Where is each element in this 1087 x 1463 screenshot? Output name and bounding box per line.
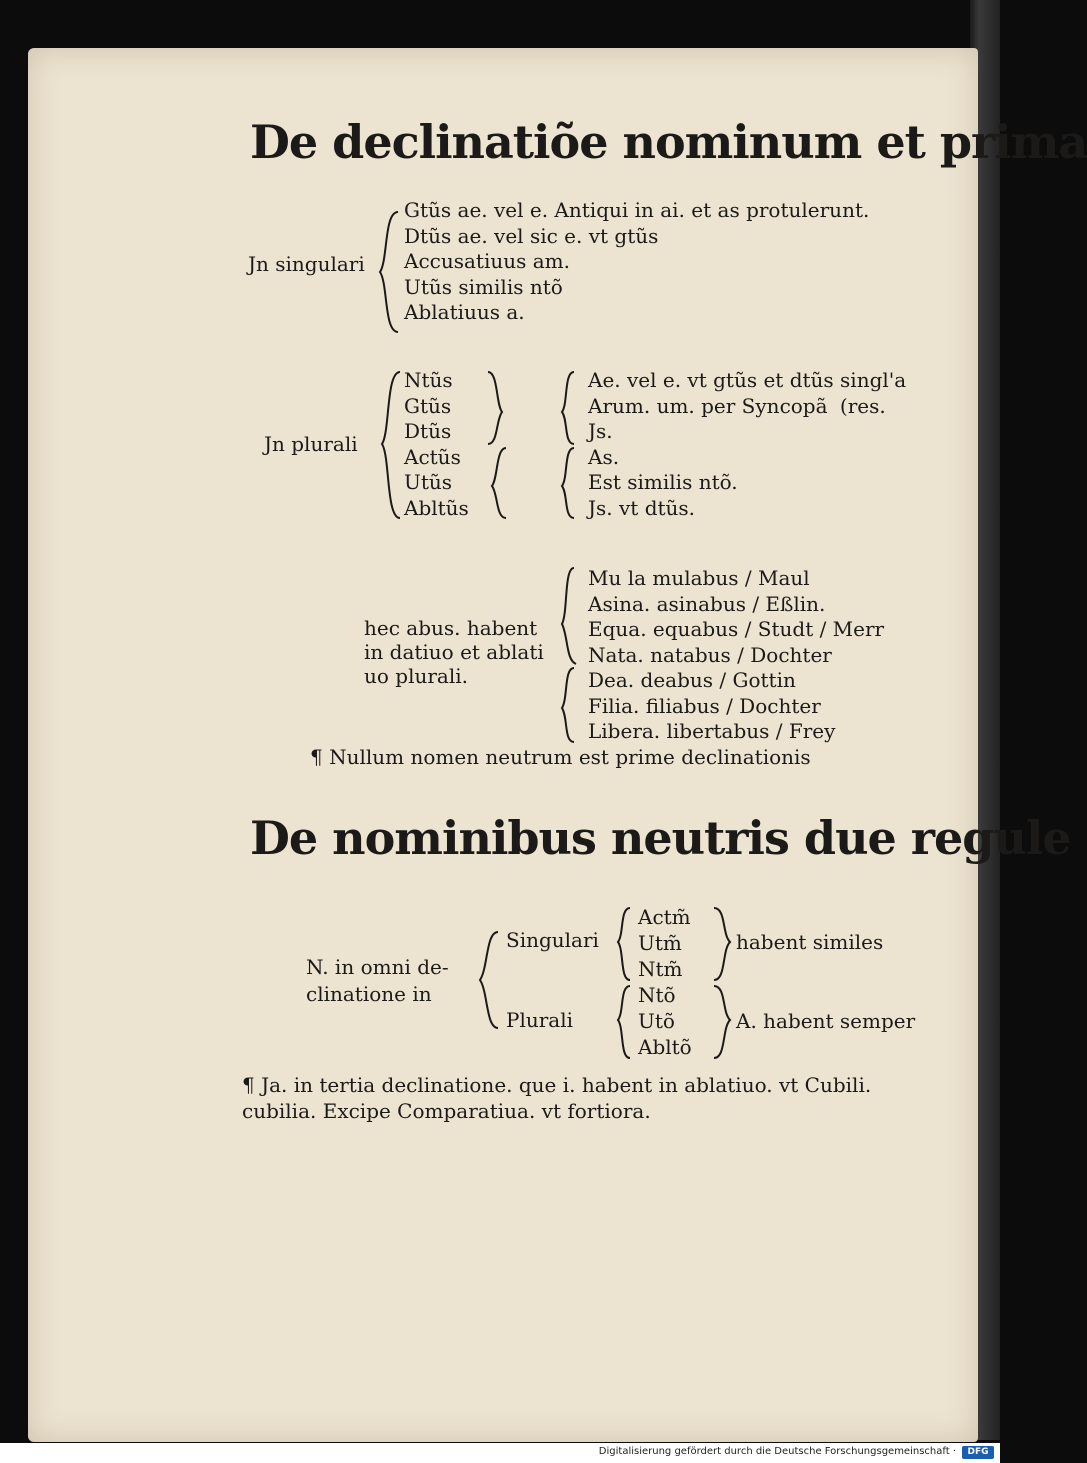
- note-tertia-line: cubilia. Excipe Comparatiua. vt fortiora.: [242, 1099, 651, 1123]
- plur-result-brace: [708, 982, 734, 1062]
- neutra-label-line: clinatione in: [306, 982, 432, 1006]
- plurali-case: Gtũs: [404, 393, 452, 418]
- plurali-case: Abltũs: [404, 495, 469, 520]
- book-page: [28, 48, 1087, 1442]
- plurali-case: Actũs: [404, 444, 461, 469]
- sing-cases-brace: [614, 904, 636, 984]
- singulari-brace: [374, 208, 404, 338]
- sing-case: Actm̃: [638, 905, 691, 929]
- plurali-ending: Js. vt dtũs.: [588, 495, 696, 520]
- abus-line: Equa. equabus / Studt / Merr: [588, 617, 885, 641]
- plurali-label: Jn plurali: [264, 432, 358, 456]
- abus-line: Mu la mulabus / Maul: [588, 566, 810, 590]
- plurali-ending: [588, 394, 906, 420]
- singulari-line: Ablatiuus a.: [404, 300, 525, 324]
- plur-result: A. habent semper: [736, 1009, 916, 1033]
- plurali-cases-brace: [484, 368, 510, 524]
- plur-case: Ntõ: [638, 983, 676, 1007]
- neutra-label-line: N. in omni de-: [306, 955, 449, 979]
- singulari-label: Jn singulari: [248, 252, 365, 276]
- note-neutrum: ¶ Nullum nomen neutrum est prime declinationis: [310, 745, 811, 769]
- plurali-case: Dtũs: [404, 419, 452, 443]
- plurali-ending: As.: [588, 444, 620, 469]
- plur-cases-brace: [614, 982, 636, 1062]
- plurali-endings-brace: [558, 368, 580, 524]
- plurali-case: Utũs: [404, 470, 453, 494]
- abus-brace: [558, 564, 582, 746]
- abus-label-line: in datiuo et ablati: [364, 640, 544, 664]
- sing-result-brace: [708, 904, 734, 984]
- neutra-main-brace: [476, 928, 504, 1032]
- plur-cases: [638, 982, 692, 1060]
- dfg-logo: DFG: [962, 1446, 994, 1459]
- heading-neutra: De nominibus neutris due regule: [250, 811, 1071, 865]
- plur-case: Utõ: [638, 1009, 675, 1033]
- sing-case: Utm̃: [638, 931, 682, 955]
- plurali-cases: [404, 368, 469, 521]
- neutra-plurali: Plurali: [506, 1008, 574, 1032]
- plurali-ending: Ae. vel e. vt gtũs et dtũs singl'a: [588, 368, 907, 392]
- sing-case: Ntm̃: [638, 957, 683, 981]
- abus-label-line: hec abus. habent: [364, 616, 538, 640]
- abus-line: Libera. libertabus / Frey: [588, 719, 836, 743]
- plurali-ending: Js.: [588, 419, 613, 443]
- singulari-line: Dtũs ae. vel sic e. vt gtũs: [404, 223, 659, 248]
- abus-line: Filia. filiabus / Dochter: [588, 693, 821, 718]
- note-tertia-line: ¶ Ja. in tertia declinatione. que i. habent in ablatiuo. vt Cubili.: [242, 1073, 872, 1097]
- plur-case: Abltõ: [638, 1035, 692, 1059]
- abus-label-line: uo plurali.: [364, 664, 468, 688]
- singulari-lines: [404, 198, 869, 326]
- abus-line: Nata. natabus / Dochter: [588, 642, 832, 667]
- plurali-endings: [588, 368, 906, 521]
- neutra-singulari: Singulari: [506, 928, 599, 952]
- note-tertia: [242, 1072, 871, 1124]
- singulari-line: Gtũs ae. vel e. Antiqui in ai. et as protulerunt.: [404, 198, 870, 222]
- sing-result: habent similes: [736, 930, 884, 954]
- plurali-ending-text: Arum. um. per Syncopã: [588, 393, 828, 418]
- abus-label: [364, 616, 544, 688]
- plurali-case: Ntũs: [404, 368, 453, 392]
- abus-lines: [588, 566, 884, 745]
- singulari-line: Accusatiuus am.: [404, 249, 570, 273]
- sing-cases: [638, 904, 691, 982]
- plurali-ending: Est similis ntõ.: [588, 470, 738, 494]
- abus-line: Dea. deabus / Gottin: [588, 668, 796, 692]
- plurali-brace: [378, 368, 404, 524]
- abus-line: Asina. asinabus / Eßlin.: [588, 591, 826, 616]
- footer-bar: [0, 1443, 1000, 1463]
- plurali-ending-note: (res.: [839, 393, 886, 418]
- footer-credit: Digitalisierung gefördert durch die Deutsche Forschungsgemeinschaft ·: [598, 1446, 956, 1457]
- neutra-label: [306, 954, 449, 1008]
- singulari-line: Utũs similis ntõ: [404, 274, 563, 299]
- heading-declination: De declinatiõe nominum et prima: [250, 115, 1087, 169]
